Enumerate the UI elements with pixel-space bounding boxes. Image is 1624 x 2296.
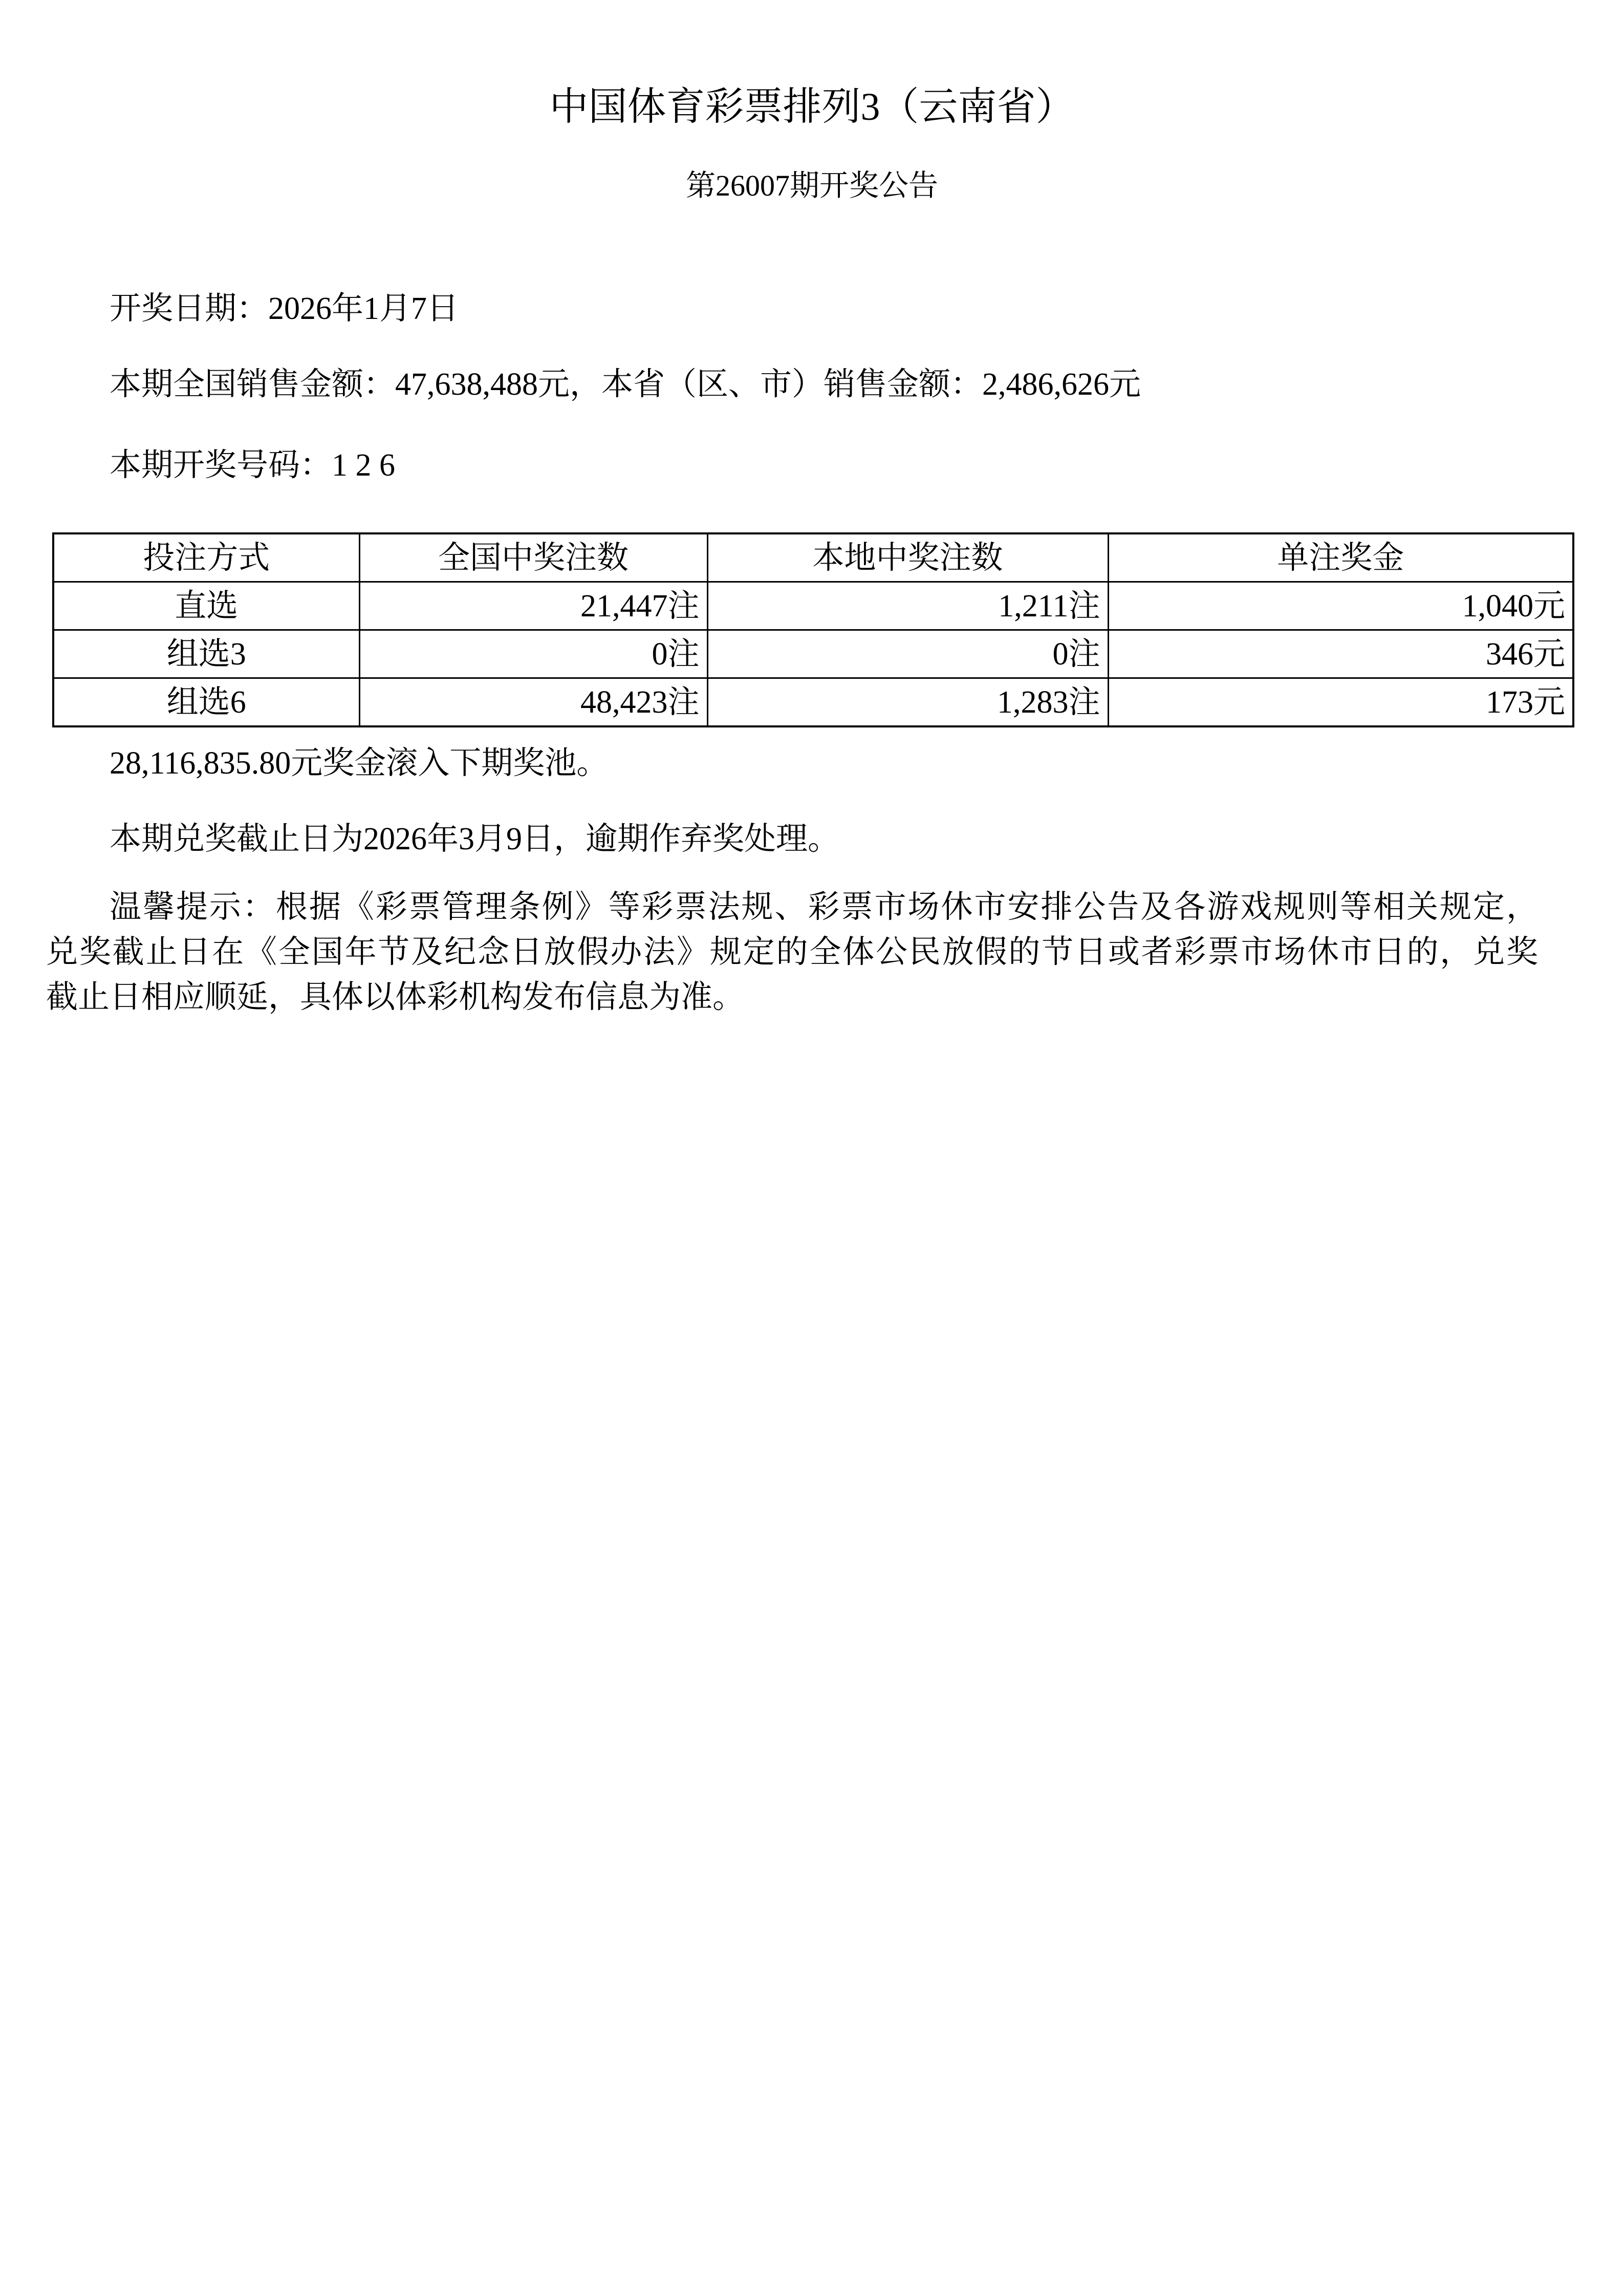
prize-table-header-row bbox=[53, 533, 1573, 582]
page-title: 中国体育彩票排列3（云南省） bbox=[549, 85, 1075, 128]
doc-body bbox=[46, 286, 1565, 1020]
reminder-line-2: 兑奖截止日在《全国年节及纪念日放假办法》规定的全体公民放假的节日或者彩票市场休市日的，兑奖 bbox=[46, 935, 1538, 970]
col-header-national-winners: 全国中奖注数 bbox=[359, 533, 707, 582]
winning-numbers-label: 本期开奖号码： bbox=[110, 448, 332, 483]
bet-type-cell: 组选6 bbox=[53, 678, 359, 727]
national-count-cell: 48,423注 bbox=[359, 678, 707, 727]
col-header-local-winners: 本地中奖注数 bbox=[707, 533, 1108, 582]
page-subtitle: 第26007期开奖公告 bbox=[685, 169, 938, 202]
reminder-line-1: 温馨提示：根据《彩票管理条例》等彩票法规、彩票市场休市安排公告及各游戏规则等相关规定， bbox=[110, 890, 1538, 925]
col-header-prize-per-bet: 单注奖金 bbox=[1108, 533, 1573, 582]
prize-cell: 173元 bbox=[1108, 678, 1573, 727]
table-row bbox=[53, 678, 1573, 727]
winning-numbers-line bbox=[46, 443, 1538, 488]
col-header-bet-type: 投注方式 bbox=[53, 533, 359, 582]
table-row bbox=[53, 582, 1573, 630]
draw-date-line: 开奖日期：2026年1月7日 bbox=[110, 291, 459, 326]
table-row bbox=[53, 630, 1573, 678]
rollover-note: 28,116,835.80元奖金滚入下期奖池。 bbox=[110, 746, 609, 781]
reminder-paragraph bbox=[46, 885, 1538, 1020]
bet-type-cell: 组选3 bbox=[53, 630, 359, 678]
national-count-cell: 21,447注 bbox=[359, 582, 707, 630]
prize-table bbox=[52, 532, 1574, 727]
deadline-note: 本期兑奖截止日为2026年3月9日，逾期作弃奖处理。 bbox=[110, 822, 840, 856]
local-count-cell: 0注 bbox=[707, 630, 1108, 678]
prize-cell: 1,040元 bbox=[1108, 582, 1573, 630]
local-count-cell: 1,211注 bbox=[707, 582, 1108, 630]
prize-cell: 346元 bbox=[1108, 630, 1573, 678]
doc-page bbox=[0, 0, 1624, 1020]
sales-amount-line: 本期全国销售金额：47,638,488元，本省（区、市）销售金额：2,486,626元 bbox=[110, 367, 1141, 402]
bet-type-cell: 直选 bbox=[53, 582, 359, 630]
local-count-cell: 1,283注 bbox=[707, 678, 1108, 727]
reminder-line-3: 截止日相应顺延，具体以体彩机构发布信息为准。 bbox=[46, 980, 745, 1015]
national-count-cell: 0注 bbox=[359, 630, 707, 678]
winning-numbers-value: 1 2 6 bbox=[332, 448, 396, 483]
